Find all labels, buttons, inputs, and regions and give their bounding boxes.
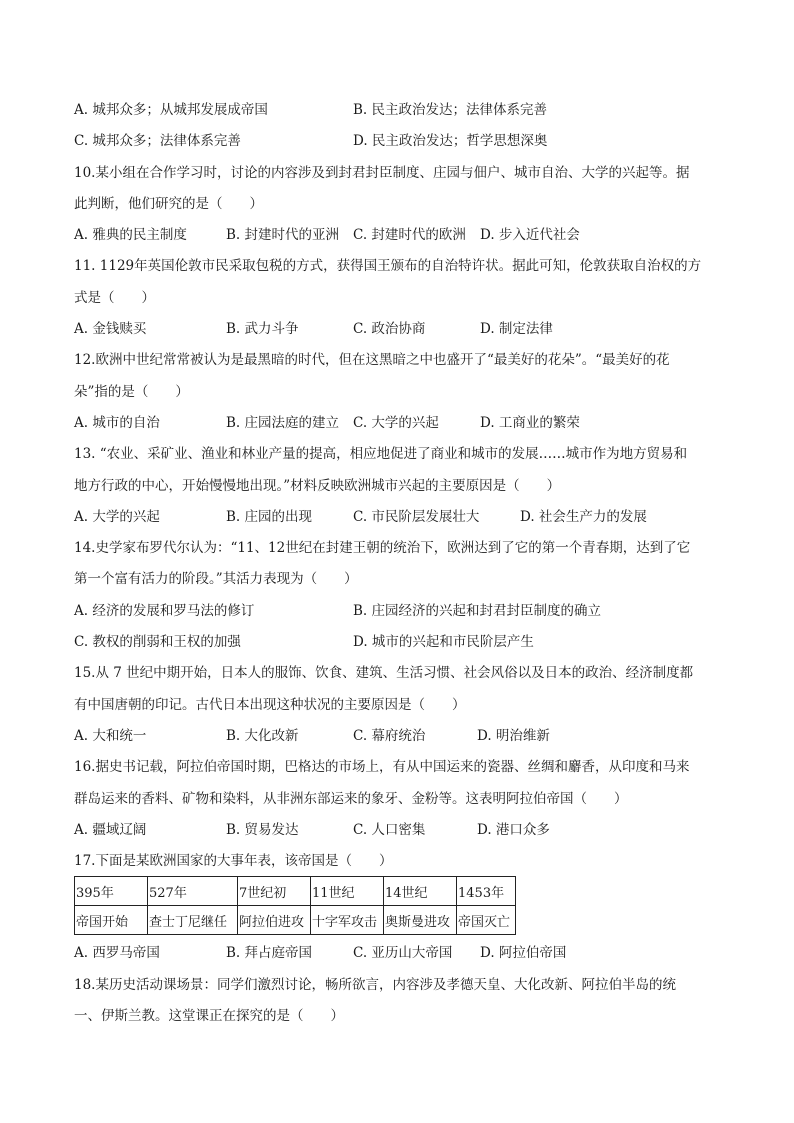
q17-option-c[interactable]: C. 亚历山大帝国 — [353, 945, 453, 962]
timeline-year: 11世纪 — [311, 877, 384, 906]
q13-option-a[interactable]: A. 大学的兴起 — [74, 508, 160, 525]
exam-page — [74, 100, 724, 1037]
q11-stem-line-2: 式是（ ） — [74, 289, 155, 306]
q16-option-d[interactable]: D. 港口众多 — [477, 821, 550, 838]
q18-stem-line-2: 一、伊斯兰教。这堂课正在探究的是（ ） — [74, 1008, 344, 1025]
q16-option-b[interactable]: B. 贸易发达 — [226, 821, 299, 838]
q11-option-b[interactable]: B. 武力斗争 — [226, 321, 299, 338]
q17-timeline-table — [74, 876, 516, 935]
q16-stem-line-1: 16.据史书记载，阿拉伯帝国时期，巴格达的市场上，有从中国运来的瓷器、丝绸和麝香，从印度和马来 — [74, 759, 690, 776]
q13-option-b[interactable]: B. 庄园的出现 — [226, 508, 313, 525]
q11-option-d[interactable]: D. 制定法律 — [480, 321, 553, 338]
q10-option-a[interactable]: A. 雅典的民主制度 — [74, 227, 187, 244]
q12-option-d[interactable]: D. 工商业的繁荣 — [480, 414, 580, 431]
q17-option-d[interactable]: D. 阿拉伯帝国 — [480, 945, 567, 962]
q12-option-c[interactable]: C. 大学的兴起 — [353, 414, 439, 431]
q12-option-a[interactable]: A. 城市的自治 — [74, 414, 160, 431]
q12-stem-line-2: 朵”指的是（ ） — [74, 383, 189, 400]
q10-stem-line-1: 10.某小组在合作学习时，讨论的内容涉及到封君封臣制度、庄园与佃户、城市自治、大学的兴起等。据 — [74, 164, 690, 181]
timeline-year: 527年 — [148, 877, 238, 906]
q14-stem-line-1: 14.史学家布罗代尔认为：“11、12世纪在封建王朝的统治下，欧洲达到了它的第一个青春期，达到了它 — [74, 540, 691, 557]
q16-stem-line-2: 群岛运来的香料、矿物和染料，从非洲东部运来的象牙、金粉等。这表明阿拉伯帝国（ ） — [74, 790, 628, 807]
timeline-event: 查士丁尼继任 — [148, 906, 238, 935]
q9-options-row-1 — [74, 100, 724, 120]
timeline-year: 1453年 — [457, 877, 516, 906]
q17-option-a[interactable]: A. 西罗马帝国 — [74, 945, 160, 962]
q16-options — [74, 820, 724, 840]
timeline-year: 395年 — [75, 877, 148, 906]
q15-option-a[interactable]: A. 大和统一 — [74, 727, 147, 744]
q9-option-c[interactable]: C. 城邦众多；法律体系完善 — [74, 133, 241, 150]
q11-options — [74, 319, 724, 339]
q18-stem-line-1: 18.某历史活动课场景：同学们激烈讨论，畅所欲言，内容涉及孝德天皇、大化改新、阿拉伯半岛的统 — [74, 976, 676, 993]
q15-option-b[interactable]: B. 大化改新 — [226, 727, 299, 744]
q17-stem: 17.下面是某欧洲国家的大事年表，该帝国是（ ） — [74, 853, 393, 870]
q10-option-d[interactable]: D. 步入近代社会 — [480, 227, 580, 244]
q10-option-c[interactable]: C. 封建时代的欧洲 — [353, 227, 466, 244]
q14-option-a[interactable]: A. 经济的发展和罗马法的修订 — [74, 602, 255, 619]
q15-option-d[interactable]: D. 明治维新 — [477, 727, 550, 744]
q9-option-d[interactable]: D. 民主政治发达；哲学思想深奥 — [353, 133, 548, 150]
q10-options — [74, 225, 724, 245]
q14-options-row-2 — [74, 632, 724, 652]
q15-options — [74, 726, 724, 746]
q10-option-b[interactable]: B. 封建时代的亚洲 — [226, 227, 340, 244]
timeline-events-row — [75, 906, 516, 935]
timeline-event: 十字军攻击 — [311, 906, 384, 935]
timeline-event: 帝国开始 — [75, 906, 148, 935]
timeline-year: 14世纪 — [384, 877, 457, 906]
timeline-event: 帝国灭亡 — [457, 906, 516, 935]
q16-option-a[interactable]: A. 疆域辽阔 — [74, 821, 147, 838]
q17-options — [74, 943, 724, 963]
timeline-event: 奥斯曼进攻 — [384, 906, 457, 935]
q9-option-a[interactable]: A. 城邦众多；从城邦发展成帝国 — [74, 102, 268, 118]
q9-option-b[interactable]: B. 民主政治发达；法律体系完善 — [353, 102, 548, 118]
q13-stem-line-1: 13. “农业、采矿业、渔业和林业产量的提高，相应地促进了商业和城市的发展……城市作为地方贸易和 — [74, 446, 688, 463]
q11-option-c[interactable]: C. 政治协商 — [353, 321, 426, 338]
q13-options — [74, 507, 724, 527]
q14-stem-line-2: 第一个富有活力的阶段。”其活力表现为（ ） — [74, 571, 358, 588]
q12-option-b[interactable]: B. 庄园法庭的建立 — [226, 414, 340, 431]
q13-option-c[interactable]: C. 市民阶层发展壮大 — [353, 508, 480, 525]
q11-option-a[interactable]: A. 金钱赎买 — [74, 321, 147, 338]
q12-options — [74, 413, 724, 433]
q17-option-b[interactable]: B. 拜占庭帝国 — [226, 945, 313, 962]
q15-option-c[interactable]: C. 幕府统治 — [353, 727, 426, 744]
q13-option-d[interactable]: D. 社会生产力的发展 — [520, 508, 647, 525]
q11-stem-line-1: 11. 1129年英国伦敦市民采取包税的方式，获得国王颁布的自治特许状。据此可知，伦敦获取自治权的方 — [74, 258, 702, 275]
q15-stem-line-2: 有中国唐朝的印记。古代日本出现这种状况的主要原因是（ ） — [74, 696, 466, 713]
q9-options-row-2 — [74, 131, 724, 151]
q13-stem-line-2: 地方行政的中心，开始慢慢地出现。”材料反映欧洲城市兴起的主要原因是（ ） — [74, 477, 561, 494]
q10-stem-line-2: 此判断，他们研究的是（ ） — [74, 195, 263, 212]
q14-option-d[interactable]: D. 城市的兴起和市民阶层产生 — [353, 634, 534, 651]
timeline-event: 阿拉伯进攻 — [238, 906, 311, 935]
q15-stem-line-1: 15.从 7 世纪中期开始，日本人的服饰、饮食、建筑、生活习惯、社会风俗以及日本的政治、经济制度都 — [74, 665, 694, 682]
q14-options-row-1 — [74, 601, 724, 621]
q14-option-b[interactable]: B. 庄园经济的兴起和封君封臣制度的确立 — [353, 602, 602, 619]
timeline-years-row — [75, 877, 516, 906]
q14-option-c[interactable]: C. 教权的削弱和王权的加强 — [74, 634, 241, 651]
timeline-year: 7世纪初 — [238, 877, 311, 906]
q16-option-c[interactable]: C. 人口密集 — [353, 821, 426, 838]
q12-stem-line-1: 12.欧洲中世纪常常被认为是最黑暗的时代，但在这黑暗之中也盛开了“最美好的花朵”。“最美好的花 — [74, 352, 670, 369]
